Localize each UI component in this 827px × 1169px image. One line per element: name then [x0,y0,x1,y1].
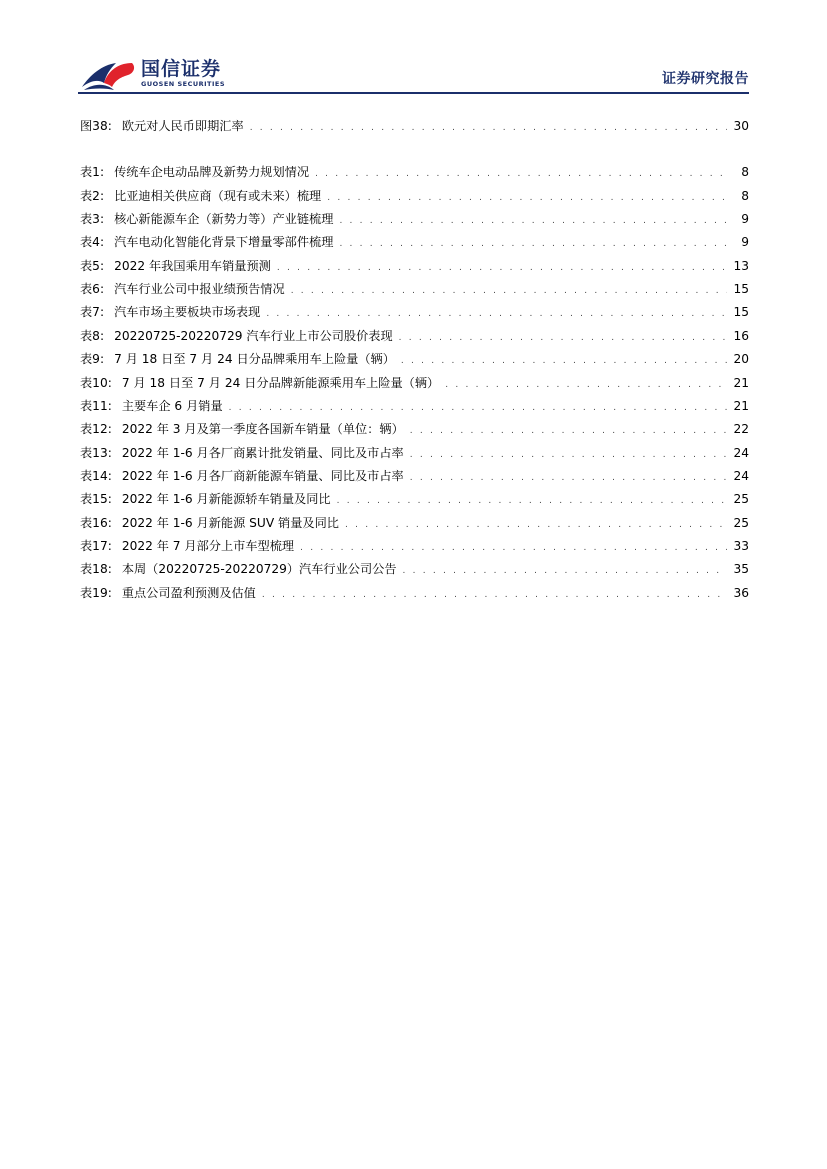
toc-dot-leader [266,304,727,324]
toc-dot-leader [401,351,727,371]
toc-entry-page: 22 [733,422,749,437]
toc-entry-page: 21 [733,375,749,390]
toc-dot-leader [403,561,727,581]
header-divider [78,92,749,94]
guosen-logo-icon [80,57,138,93]
toc-entry-page: 24 [733,468,749,483]
toc-entry-page: 9 [741,235,749,250]
toc-entry-title: 2022 年 3 月及第一季度各国新车销量（单位：辆） [121,422,404,437]
toc-entry-page: 15 [733,282,749,297]
toc-entry-title: 2022 年 1-6 月各厂商新能源车销量、同比及市占率 [121,468,404,483]
toc-entry[interactable] [80,186,749,206]
toc-entry-page: 21 [733,398,749,413]
toc-entry-title: 汽车市场主要板块市场表现 [114,305,261,320]
toc-entry-number: 图38: [80,119,112,133]
toc-entry-page: 24 [733,445,749,460]
toc-entry[interactable] [80,232,749,252]
toc-entry-page: 36 [733,585,749,600]
toc-entry-number: 表1: [80,165,105,180]
toc-entry-page: 15 [733,305,749,320]
toc-entry[interactable] [80,536,749,556]
toc-entry-title: 汽车电动化智能化背景下增量零部件梳理 [114,235,334,250]
toc-entry-title: 欧元对人民币即期汇率 [121,119,244,133]
toc-dot-leader [410,421,727,441]
toc-entry[interactable] [80,513,749,533]
toc-entry-number: 表17: [80,538,112,553]
toc-entry-number: 表2: [80,188,105,203]
toc-dot-leader [327,188,727,208]
toc-entry[interactable] [80,559,749,579]
toc-entry-number: 表9: [80,352,105,367]
toc-entry-page: 9 [741,212,749,227]
toc-dot-leader [337,491,727,511]
toc-entry-title: 重点公司盈利预测及估值 [121,585,256,600]
toc-dot-leader [291,281,727,301]
toc-dot-leader [445,375,727,395]
toc-entry[interactable] [80,279,749,299]
toc-entry[interactable] [80,256,749,276]
toc-dot-leader [410,445,727,465]
toc-entry-title: 本周（20220725-20220729）汽车行业公司公告 [121,562,397,577]
toc-entry-title: 传统车企电动品牌及新势力规划情况 [114,165,310,180]
toc-entry-page: 33 [733,538,749,553]
toc-entry-page: 8 [741,188,749,203]
toc-entry-number: 表7: [80,305,105,320]
toc-entry[interactable] [80,209,749,229]
toc-entry-title: 7 月 18 日至 7 月 24 日分品牌新能源乘用车上险量（辆） [121,375,440,390]
toc-entry-title: 2022 年 7 月部分上市车型梳理 [121,538,295,553]
toc-entry-title: 2022 年 1-6 月新能源轿车销量及同比 [121,492,331,507]
toc-dot-leader [262,585,727,605]
toc-entry-title: 汽车行业公司中报业绩预告情况 [114,282,285,297]
toc-dot-leader [229,398,727,418]
logo-name-en: GUOSEN SECURITIES [141,80,226,88]
toc-entry-title: 2022 年 1-6 月新能源 SUV 销量及同比 [121,515,339,530]
toc-entry-number: 表16: [80,515,112,530]
toc-entry-page: 25 [733,515,749,530]
toc-dot-leader [339,211,727,231]
toc-entry[interactable] [80,349,749,369]
toc-entry-number: 表3: [80,212,105,227]
toc-entry-number: 表13: [80,445,112,460]
toc-entry-title: 比亚迪相关供应商（现有或未来）梳理 [114,188,322,203]
toc-dot-leader [410,468,727,488]
toc-entry-number: 表6: [80,282,105,297]
report-type-label: 证券研究报告 [662,71,749,87]
toc-entry[interactable] [80,162,749,182]
toc-dot-leader [315,164,727,184]
toc-dot-leader [345,515,727,535]
toc-entry[interactable] [80,466,749,486]
logo-name-cn: 国信证券 [141,58,222,80]
toc-entry-number: 表12: [80,422,112,437]
toc-entry[interactable] [80,443,749,463]
toc-entry[interactable] [80,396,749,416]
toc-dot-leader [300,538,727,558]
toc-dot-leader [399,328,727,348]
toc-entry-page: 30 [733,119,749,133]
toc-entry-title: 20220725-20220729 汽车行业上市公司股价表现 [114,328,393,343]
toc-entry-number: 表18: [80,562,112,577]
toc-entry-page: 35 [733,562,749,577]
toc-dot-leader [339,234,727,254]
page-header [0,0,827,96]
toc-entry-title: 核心新能源车企（新势力等）产业链梳理 [114,212,334,227]
toc-entry[interactable] [80,373,749,393]
toc-dot-leader [277,258,727,278]
toc-entry-number: 表11: [80,398,112,413]
toc-entry-title: 7 月 18 日至 7 月 24 日分品牌乘用车上险量（辆） [114,352,395,367]
toc-entry-number: 表10: [80,375,112,390]
toc-entry-title: 2022 年我国乘用车销量预测 [114,258,271,273]
toc-entry-page: 25 [733,492,749,507]
toc-entry-page: 8 [741,165,749,180]
toc-entry-title: 主要车企 6 月销量 [121,398,223,413]
toc-entry-page: 16 [733,328,749,343]
toc-entry[interactable] [80,489,749,509]
toc-entry-number: 表8: [80,328,105,343]
toc-entry[interactable] [80,302,749,322]
toc-dot-leader [250,118,727,138]
toc-entry-page: 20 [733,352,749,367]
toc-entry-number: 表19: [80,585,112,600]
toc-entry-number: 表4: [80,235,105,250]
toc-entry[interactable] [80,419,749,439]
toc-entry[interactable] [80,116,749,136]
toc-entry-title: 2022 年 1-6 月各厂商累计批发销量、同比及市占率 [121,445,404,460]
toc-entry-number: 表5: [80,258,105,273]
toc-entry-number: 表15: [80,492,112,507]
toc-entry[interactable] [80,583,749,603]
toc-entry[interactable] [80,326,749,346]
toc-entry-number: 表14: [80,468,112,483]
toc-entry-page: 13 [733,258,749,273]
guosen-logo [80,57,225,93]
